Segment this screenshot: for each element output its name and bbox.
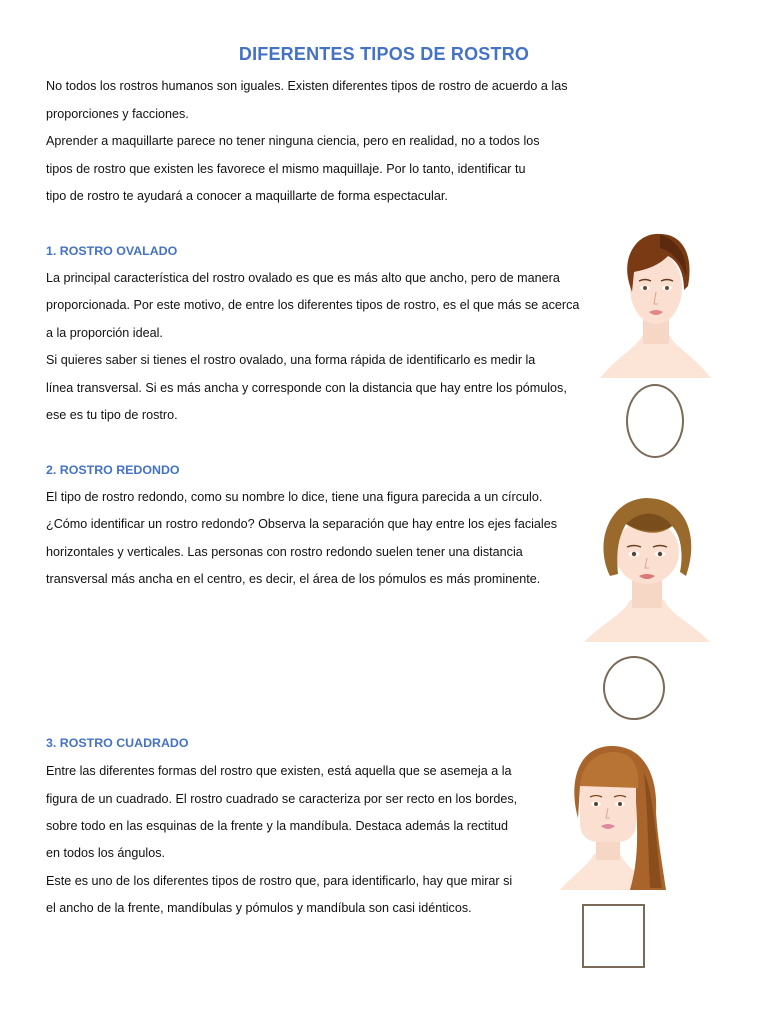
section-line: el ancho de la frente, mandíbulas y pómulos y mandíbula son casi idénticos. (46, 901, 472, 915)
section-line: Entre las diferentes formas del rostro que existen, está aquella que se asemeja a la (46, 764, 512, 778)
section-line: horizontales y verticales. Las personas con rostro redondo suelen tener una distancia (46, 545, 523, 559)
oval-shape-icon (626, 384, 684, 458)
intro-line: No todos los rostros humanos son iguales. Existen diferentes tipos de rostro de acuerdo a las (46, 79, 568, 93)
section-heading-cuadrado: 3. ROSTRO CUADRADO (46, 736, 189, 750)
intro-line: proporciones y facciones. (46, 107, 189, 121)
section-line: transversal más ancha en el centro, es decir, el área de los pómulos es más prominente. (46, 572, 541, 586)
section-line: en todos los ángulos. (46, 846, 166, 860)
intro-line: Aprender a maquillarte parece no tener ninguna ciencia, pero en realidad, no a todos los (46, 134, 540, 148)
section-line: línea transversal. Si es más ancha y corresponde con la distancia que hay entre los pómulos, (46, 381, 567, 395)
circle-shape-icon (603, 656, 665, 720)
section-heading-redondo: 2. ROSTRO REDONDO (46, 463, 180, 477)
page-title: DIFERENTES TIPOS DE ROSTRO (238, 44, 530, 64)
section-line: a la proporción ideal. (46, 326, 163, 340)
section-line: Si quieres saber si tienes el rostro ovalado, una forma rápida de identificarlo es medir la (46, 353, 536, 367)
section-line: ese es tu tipo de rostro. (46, 408, 178, 422)
square-face-illustration (558, 742, 668, 894)
section-line: sobre todo en las esquinas de la frente y la mandíbula. Destaca además la rectitud (46, 819, 509, 833)
section-heading-ovalado: 1. ROSTRO OVALADO (46, 244, 178, 258)
section-line: La principal característica del rostro ovalado es que es más alto que ancho, pero de manera (46, 271, 560, 285)
section-line: El tipo de rostro redondo, como su nombre lo dice, tiene una figura parecida a un círculo. (46, 490, 543, 504)
oval-face-illustration (598, 226, 713, 382)
round-face-illustration (582, 494, 712, 646)
section-line: proporcionada. Por este motivo, de entre los diferentes tipos de rostro, es el que más se acerca (46, 298, 580, 312)
intro-line: tipos de rostro que existen les favorece el mismo maquillaje. Por lo tanto, identificar tu (46, 162, 526, 176)
section-line: Este es uno de los diferentes tipos de rostro que, para identificarlo, hay que mirar si (46, 874, 513, 888)
section-line: ¿Cómo identificar un rostro redondo? Observa la separación que hay entre los ejes faciales (46, 517, 558, 531)
square-shape-icon (582, 904, 645, 968)
section-line: figura de un cuadrado. El rostro cuadrado se caracteriza por ser recto en los bordes, (46, 792, 518, 806)
intro-line: tipo de rostro te ayudará a conocer a maquillarte de forma espectacular. (46, 189, 448, 203)
